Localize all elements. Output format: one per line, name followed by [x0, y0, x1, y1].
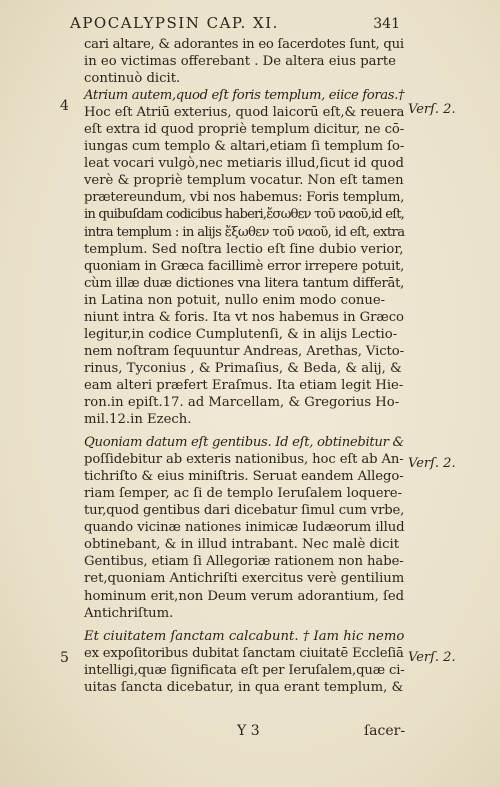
text-line: hominum erit,non Deum verum adorantium, ſed	[84, 588, 405, 604]
text-line: riam ſemper, ac ſi de templo Ieruſalem loquere-	[84, 486, 403, 502]
running-header	[70, 14, 400, 32]
text-line: iungas cum templo & altari,etiam ſi templum ſo-	[84, 139, 405, 155]
text-line: mil.12.in Ezech.	[84, 412, 192, 428]
text-line: ret,quoniam Antichriſti exercitus verè gentilium	[84, 571, 405, 587]
text-line: uitas ſancta dicebatur, in qua erant templum, &	[84, 679, 404, 695]
text-line: continuò dicit.	[84, 71, 181, 87]
text-line: Gentibus, etiam ſi Allegoriæ rationem non habe-	[84, 554, 404, 570]
lemma-line: Atrium autem,quod eſt foris templum, eiice foras.†	[84, 88, 405, 104]
running-title: APOCALYPSIN CAP. XI.	[70, 14, 279, 32]
text-line: Antichriſtum.	[84, 605, 174, 621]
text-line: in eo victimas offerebant . De altera eius parte	[84, 54, 396, 70]
margin-note-verse: Verſ. 2.	[408, 650, 456, 665]
margin-note-verse: Verſ. 2.	[408, 102, 456, 117]
text-line: intelligi,quæ ſignificata eſt per Ieruſalem,quæ ci-	[84, 662, 405, 678]
text-line: poſſidebitur ab exteris nationibus, hoc eſt ab An-	[84, 452, 404, 468]
page-number: 341	[373, 16, 400, 32]
text-line: verè & propriè templum vocatur. Non eſt tamen	[84, 173, 404, 189]
lemma-line: Et ciuitatem ſanctam calcabunt. † Iam hic nemo	[84, 628, 405, 644]
text-line: legitur,in codice Cumplutenſi, & in alijs Lectio-	[84, 326, 398, 342]
text-line: niunt intra & foris. Ita vt nos habemus in Græco	[84, 309, 404, 325]
text-line: obtinebant, & in illud intrabant. Nec malè dicit	[84, 537, 400, 553]
text-line: cùm illæ duæ dictiones vna litera tantum differāt,	[84, 275, 405, 291]
text-line: cari altare, & adorantes in eo ſacerdotes ſunt, qui	[84, 37, 404, 52]
text-line: leat vocari vulgò,nec metiaris illud,ſicut id quod	[84, 156, 404, 172]
text-line: nem noſtram ſequuntur Andreas, Arethas, Victo-	[84, 343, 404, 359]
margin-note-verse: Verſ. 2.	[408, 456, 456, 471]
text-line: prætereundum, vbi nos habemus: Foris templum,	[84, 190, 405, 206]
signature-mark: Y 3	[237, 723, 260, 739]
text-line: tur,quod gentibus dari dicebatur ſimul cum vrbe,	[84, 503, 405, 519]
lemma-line: Quoniam datum eſt gentibus. Id eſt, obtinebitur &	[84, 435, 404, 451]
text-line: quando vicinæ nationes inimicæ Iudæorum illud	[84, 520, 405, 536]
text-line: eam alteri præfert Eraſmus. Ita etiam legit Hie-	[84, 377, 404, 393]
text-line: intra templum : in alijs ἔξωθεν τοῦ ναοῦ, id eſt, extra	[84, 224, 405, 240]
catchword: ſacer-	[364, 723, 406, 739]
text-line: quoniam in Græca facillimè error irrepere potuit,	[84, 258, 405, 274]
text-line: tichriſto & eius miniſtris. Seruat eandem Allego-	[84, 469, 404, 485]
text-line: eſt extra id quod propriè templum dicitur, ne cō-	[84, 122, 405, 138]
body-text	[84, 36, 404, 696]
verse-number-5: 5	[60, 650, 69, 666]
text-line: Hoc eſt Atriū exterius, quod laicorū eſt,& reuera	[84, 105, 405, 121]
text-line: ex expoſitoribus dubitat ſanctam ciuitatē Eccleſiā	[84, 645, 404, 661]
text-line: ron.in epiſt.17. ad Marcellam, & Gregorius Ho-	[84, 394, 400, 410]
text-line: rinus, Tyconius , & Primaſius, & Beda, & alij, &	[84, 360, 402, 376]
verse-number-4: 4	[60, 98, 69, 114]
text-line: in quibuſdam codicibus haberi,ἔσωθεν τοῦ ναοῦ,id eſt,	[84, 207, 405, 223]
text-line: in Latina non potuit, nullo enim modo conue-	[84, 292, 386, 308]
text-line: templum. Sed noſtra lectio eſt ſine dubio verior,	[84, 241, 404, 257]
